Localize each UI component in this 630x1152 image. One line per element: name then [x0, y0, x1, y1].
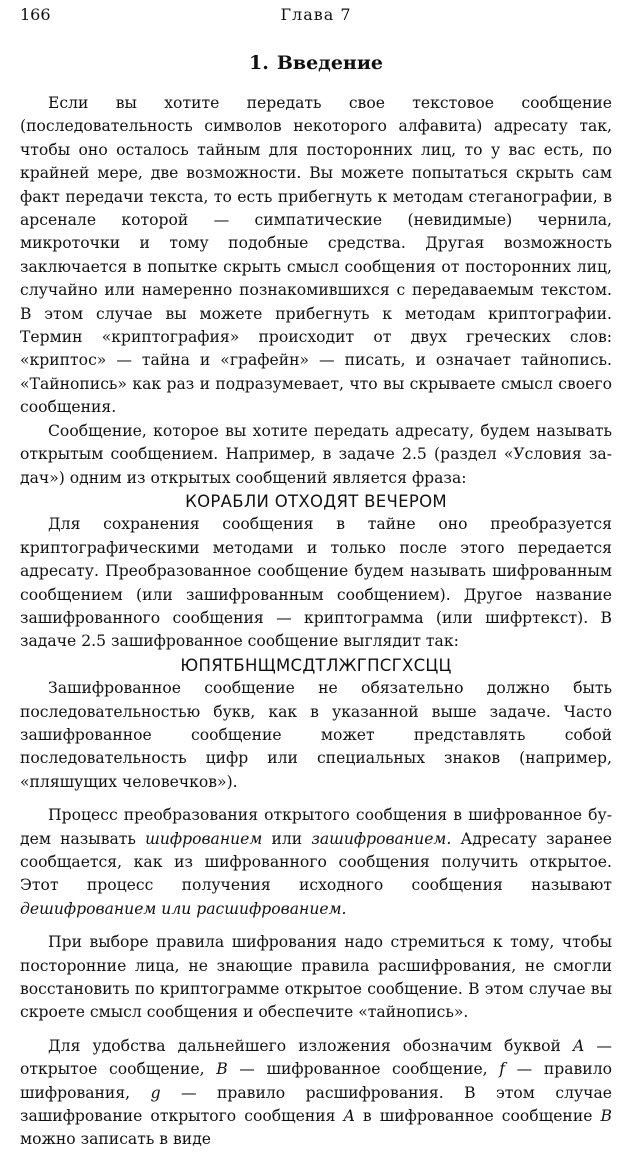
text-fragment: Для удобства дальнейшего изложения обозначим буквой	[48, 1036, 574, 1055]
paragraph-cipher-forms: Зашифрованное сообщение не обязательно должно быть последовательностью букв, как в указанной выше задаче. Часто зашифрованное сообщение может представлять собой последовательность цифр или специальных знаков (например, «пляшущих человечков»).	[20, 679, 612, 791]
paragraph-encryption-process	[20, 804, 612, 921]
text-fragment: Процесс преобразования открытого сообщения в шифрованное будем называть	[20, 806, 612, 848]
symbol-b: B	[600, 1107, 612, 1126]
text-fragment: — правило шифрования,	[20, 1060, 612, 1102]
text-fragment: в шифрованное сообщение	[354, 1107, 601, 1126]
paragraph-notation	[20, 1035, 612, 1152]
symbol-b: B	[216, 1060, 228, 1079]
page-number: 166	[20, 5, 51, 24]
running-head	[20, 0, 612, 30]
paragraph-open-message: Сообщение, которое вы хотите передать адресату, будем называть открытым сообщением. Например, в задаче 2.5 (раздел «Условия задач») одним из открытых сообщений является фраза:	[20, 421, 612, 487]
paragraph-intro: Если вы хотите передать свое текстовое сообщение (последовательность символов некоторого алфавита) адресату так, чтобы оно осталось тайным для посторонних лиц, то у вас есть, по крайней мере, две возможности. Вы можете попытаться скрыть сам факт передачи текста, то есть прибегнуть к методам стеганографии, в арсенале которой — симпатические (невидимые) чернила, микроточки и тому подобные средства. Другая возможность заключается в попытке скрыть смысл сообщения от посторонних лиц, случайно или намеренно познакомившихся с передаваемым текстом. В этом случае вы можете прибегнуть к методам криптографии. Термин «криптография» происходит от двух греческих слов: «криптос» — тайна и «графейн» — писать, и означает тайнопись. «Тайнопись» как раз и подразумевает, что вы скрываете смысл своего сообщения.	[20, 94, 612, 417]
text-fragment: — шифрованное сообщение,	[227, 1060, 500, 1079]
term-zashifrovanie: зашифрованием.	[311, 829, 452, 848]
section-title	[20, 50, 612, 76]
paragraph-cipher-message: Для сохранения сообщения в тайне оно преобразуется криптографическими методами и только после этого передается адресату. Преобразованное сообщение будем называть шифрованным сообщением (или зашифрованным сообщением). Другое название зашифрованного сообщения — криптограмма (или шифртекст). В задаче 2.5 зашифрованное сообщение выглядит так:	[20, 515, 612, 651]
symbol-a: A	[573, 1036, 585, 1055]
text-fragment: — правило расшифрования. В этом случае зашифрование открытого сообщения	[20, 1083, 612, 1126]
section-number: 1.	[248, 52, 269, 74]
text-fragment: Адресату заранее сообщается, как из шифрованного сообщения получить открытое. Этот процесс получения исходного сообщения называют	[20, 829, 612, 895]
text-fragment: или	[262, 829, 312, 848]
plaintext-example: КОРАБЛИ ОТХОДЯТ ВЕЧЕРОМ	[185, 491, 447, 511]
symbol-a: A	[343, 1107, 355, 1126]
symbol-g: g	[150, 1083, 161, 1102]
symbol-f: f	[499, 1060, 506, 1079]
term-deshifrovanie: дешифрованием или расшифрованием.	[20, 899, 347, 918]
text-fragment: можно записать в виде	[20, 1130, 212, 1149]
paragraph-cipher-rule: При выборе правила шифрования надо стремиться к тому, чтобы посторонние лица, не знающие правила расшифрования, не смогли восстановить по криптограмме открытое сообщение. В этом случае вы скроете смысл сообщения и обеспечите «тайнопись».	[20, 933, 612, 1022]
chapter-label: Глава 7	[280, 5, 352, 24]
ciphertext-example: ЮПЯТБНЩМСДТЛЖГПСГХСЦЦ	[180, 655, 452, 675]
term-shifrovanie: шифрованием	[145, 829, 263, 848]
text-fragment: — открытое сообщение,	[20, 1036, 612, 1079]
section-title-text: Введение	[276, 52, 384, 74]
